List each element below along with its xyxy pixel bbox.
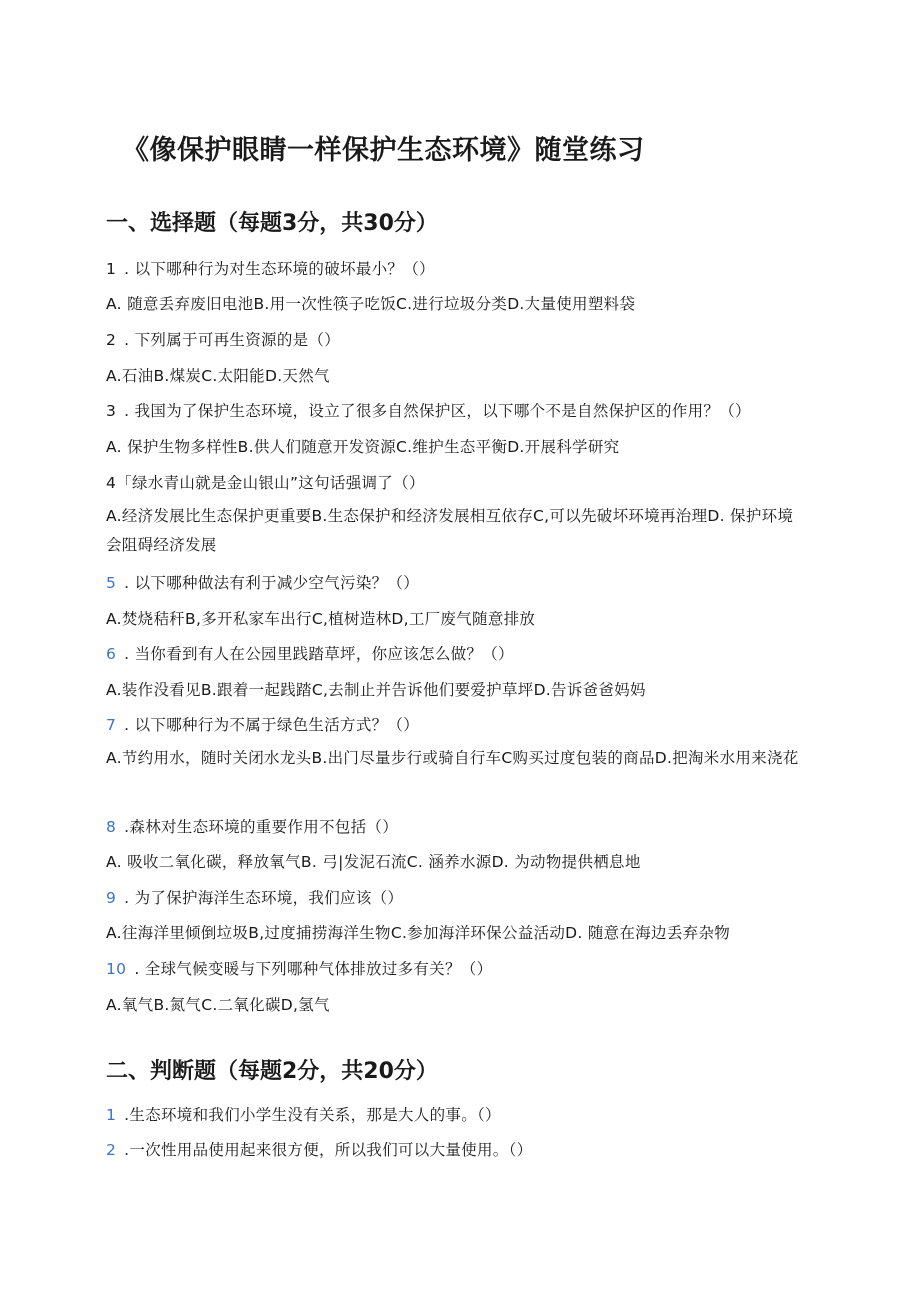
options-2: A.石油B.煤炭C.太阳能D.天然气	[106, 367, 330, 385]
options-9: A.往海洋里倾倒垃圾B,过度捕捞海洋生物C.参加海洋环保公益活动D. 随意在海边丢弃杂物	[106, 924, 731, 942]
question-text: . 下列属于可再生资源的是（）	[124, 331, 341, 349]
question-number: 10	[106, 960, 127, 978]
options-8: A. 吸收二氧化碳，释放氧气B. 弓|发泥石流C. 涵养水源D. 为动物提供栖息地	[106, 853, 641, 871]
question-text: .森林对生态环境的重要作用不包括（）	[124, 818, 398, 836]
question-number: 2	[106, 1141, 117, 1159]
options-7: A.节约用水，随时关闭水龙头B.出门尽量步行或骑自行车C购买过度包装的商品D.把淘米水用来浇花	[106, 749, 799, 767]
question-text: . 以下哪种行为对生态环境的破坏最小？（）	[124, 260, 435, 278]
question-2	[106, 328, 340, 350]
question-4	[106, 471, 425, 493]
question-number: 4	[106, 474, 117, 492]
question-number: 2	[106, 331, 117, 349]
question-number: 3	[106, 402, 117, 420]
question-text: .生态环境和我们小学生没有关系，那是大人的事。（）	[124, 1106, 501, 1124]
question-5	[106, 571, 419, 593]
question-number: 8	[106, 818, 117, 836]
question-text: . 全球气候变暖与下列哪种气体排放过多有关？（）	[134, 960, 493, 978]
judge-question-2	[106, 1138, 532, 1160]
question-text: .一次性用品使用起来很方便，所以我们可以大量使用。（）	[124, 1141, 533, 1159]
section-heading-judge: 二、判断题（每题2分，共20分）	[106, 1059, 438, 1084]
question-3	[106, 399, 751, 421]
options-4: A.经济发展比生态保护更重要B.生态保护和经济发展相互依存C,可以先破坏环境再治理D. 保护环境会阻碍经济发展	[106, 507, 794, 554]
page-title: 《像保护眼睛一样保护生态环境》随堂练习	[122, 135, 645, 166]
question-7	[106, 713, 419, 735]
question-number: 1	[106, 260, 117, 278]
question-8	[106, 815, 398, 837]
question-text: . 为了保护海洋生态环境，我们应该（）	[124, 889, 404, 907]
question-9	[106, 886, 403, 908]
question-text: . 以下哪种行为不属于绿色生活方式？（）	[124, 716, 420, 734]
options-1: A. 随意丢弃废旧电池B.用一次性筷子吃饭C.进行垃圾分类D.大量使用塑料袋	[106, 295, 636, 313]
question-number: 6	[106, 645, 117, 663]
judge-question-1	[106, 1103, 501, 1125]
section-heading-choice: 一、选择题（每题3分，共30分）	[106, 211, 438, 236]
question-6	[106, 642, 514, 664]
question-number: 1	[106, 1106, 117, 1124]
question-text: . 我国为了保护生态环境，设立了很多自然保护区，以下哪个不是自然保护区的作用？（）	[124, 402, 751, 420]
question-number: 9	[106, 889, 117, 907]
options-6: A.装作没看见B.跟着一起践踏C,去制止并告诉他们要爱护草坪D.告诉爸爸妈妈	[106, 681, 646, 699]
question-text: . 以下哪种做法有利于减少空气污染？（）	[124, 574, 420, 592]
question-text: 「绿水青山就是金山银山”这句话强调了（）	[116, 474, 425, 492]
options-10: A.氧气B.氮气C.二氧化碳D,氢气	[106, 996, 330, 1014]
options-5: A.焚烧秸秆B,多开私家车出行C,植树造林D,工厂废气随意排放	[106, 610, 536, 628]
question-number: 5	[106, 574, 117, 592]
question-number: 7	[106, 716, 117, 734]
question-1	[106, 257, 435, 279]
question-text: . 当你看到有人在公园里践踏草坪，你应该怎么做？（）	[124, 645, 514, 663]
options-3: A. 保护生物多样性B.供人们随意开发资源C.维护生态平衡D.开展科学研究	[106, 438, 620, 456]
question-10	[106, 957, 492, 979]
